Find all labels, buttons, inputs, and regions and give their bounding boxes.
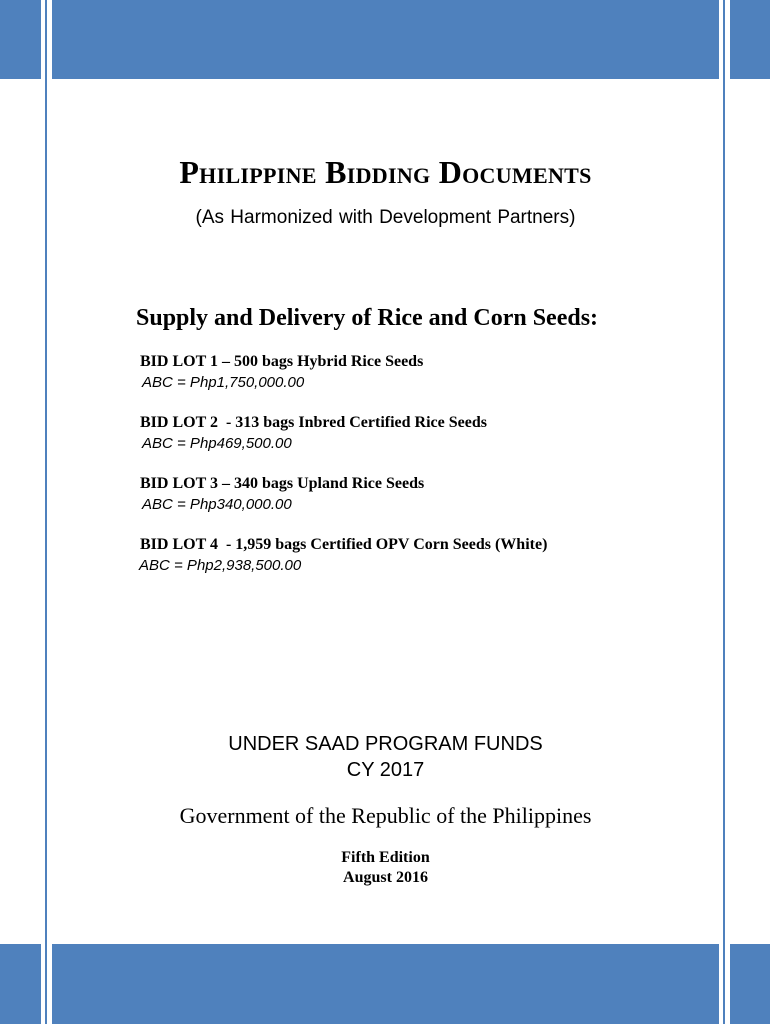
bottom-band [52,944,719,1024]
bottom-left-band [0,944,41,1024]
edition-line: Fifth Edition [341,849,430,866]
document-title: Philippine Bidding Documents [179,154,592,190]
bid-lot-1-label: BID LOT 1 – 500 bags Hybrid Rice Seeds [140,353,424,370]
year-line: CY 2017 [346,759,425,781]
left-border-line [45,0,47,1024]
top-band [52,0,719,79]
date-line: August 2016 [343,869,428,886]
bottom-right-band [730,944,770,1024]
top-left-band [0,0,41,79]
right-border-line [723,0,725,1024]
bid-lot-3-abc: ABC = Php340,000.00 [142,496,292,513]
bid-lot-1-abc: ABC = Php1,750,000.00 [142,374,305,391]
bid-lot-3-label: BID LOT 3 – 340 bags Upland Rice Seeds [140,475,425,492]
government-line: Government of the Republic of the Philippines [179,803,592,828]
bid-lot-2-label: BID LOT 2 - 313 bags Inbred Certified Rice Seeds [140,414,487,431]
top-right-band [730,0,770,79]
bid-lot-4-label: BID LOT 4 - 1,959 bags Certified OPV Corn Seeds (White) [140,536,548,553]
document-subtitle: (As Harmonized with Development Partners) [195,207,576,228]
funds-line: UNDER SAAD PROGRAM FUNDS [228,733,543,755]
procurement-heading: Supply and Delivery of Rice and Corn Seeds: [136,305,599,331]
bid-lot-4-abc: ABC = Php2,938,500.00 [139,557,302,574]
bid-lot-2-abc: ABC = Php469,500.00 [142,435,292,452]
